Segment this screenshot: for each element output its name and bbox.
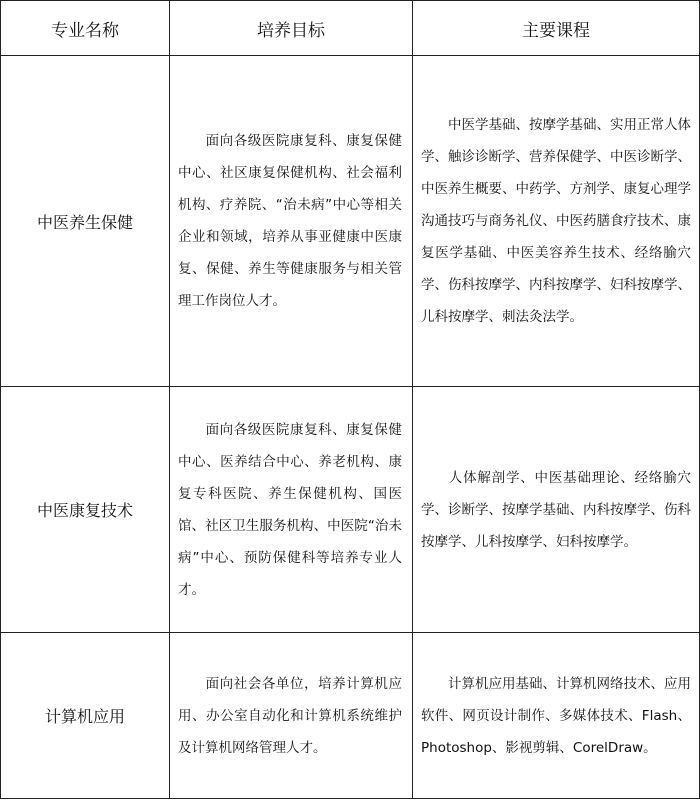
courses-cell: [413, 633, 700, 799]
header-major: 专业名称: [1, 1, 170, 56]
table-row: [1, 56, 700, 387]
major-name: 中医养生保健: [1, 56, 170, 387]
courses-cell: [413, 56, 700, 387]
header-courses: 主要课程: [413, 1, 700, 56]
header-row: [1, 1, 700, 56]
courses-text: 人体解剖学、中医基础理论、经络腧穴学、诊断学、按摩学基础、内科按摩学、伤科按摩学、儿科按摩学、妇科按摩学。: [421, 469, 691, 550]
courses-text: 中医学基础、按摩学基础、实用正常人体学、触诊诊断学、营养保健学、中医诊断学、中医养生概要、中药学、方剂学、康复心理学沟通技巧与商务礼仪、中医药膳食疗技术、康复医学基础、中医美容养生技术、经络腧穴学、伤科按摩学、内科按摩学、妇科按摩学、儿科按摩学、刺法灸法学。: [421, 117, 691, 325]
goal-cell: [170, 387, 413, 633]
courses-cell: [413, 387, 700, 633]
goal-cell: [170, 633, 413, 799]
goal-text: 面向各级医院康复科、康复保健中心、社区康复保健机构、社会福利机构、疗养院、“治未病”中心等相关企业和领域，培养从事亚健康中医康复、保健、养生等健康服务与相关管理工作岗位人才。: [178, 133, 402, 309]
major-name: 计算机应用: [1, 633, 170, 799]
courses-text: 计算机应用基础、计算机网络技术、应用软件、网页设计制作、多媒体技术、Flash、Photoshop、影视剪辑、CorelDraw。: [421, 675, 691, 756]
major-name: 中医康复技术: [1, 387, 170, 633]
header-goal: 培养目标: [170, 1, 413, 56]
table-row: [1, 387, 700, 633]
goal-text: 面向社会各单位，培养计算机应用、办公室自动化和计算机系统维护及计算机网络管理人才。: [178, 675, 402, 756]
goal-cell: [170, 56, 413, 387]
goal-text: 面向各级医院康复科、康复保健中心、医养结合中心、养老机构、康复专科医院、养生保健机构、国医馆、社区卫生服务机构、中医院“治未病”中心、预防保健科等培养专业人才。: [178, 421, 402, 598]
table-row: [1, 633, 700, 799]
